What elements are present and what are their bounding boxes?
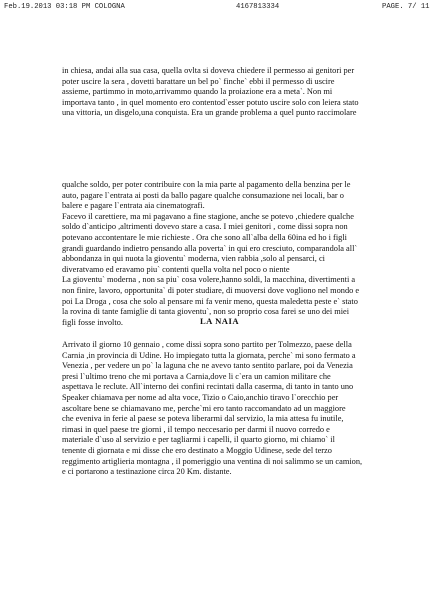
fax-page-number: PAGE. 7/ 11 [382, 3, 430, 11]
fax-number: 4167813334 [236, 3, 280, 11]
section-title: LA NAIA [199, 316, 240, 326]
paragraph-3: Arrivato il giorno 10 gennaio , come dissi sopra sono partito per Tolmezzo, paese della Carnia ,in provincia di Udine. Ho impiegato tutta la giornata, perche` mi sono fermato a Venezia , per vedere un po` la laguna che ne avevo tanto sentito parlare, poi da Venezia presi l`ultimo treno che mi portava a Carnia,dove li c`era un camion militare che aspettava le reclute. All`interno dei confini recintati dalla caserma, di tanto in tanto uno Speaker chiamava per nome ad alta voce, Tizio o Caio,anchio tiravo l`orecchio per ascoltare bene se chiamavano me, perche`mi ero tanto raccomandato ad un maggiore che eveniva in ferie al paese se poteva liberarmi dal servizio, la mia attesa fu inutile, rimasi in quel paese tre giorni , il tempo neccesario per darmi il nuovo corredo e materiale d`uso al servizio e per tagliarmi i capelli, il quarto giorno, mi chiamo` il tenente di giornata e mi disse che ero destinato a Moggio Udinese, sede del terzo reggimento artiglieria montagna , il pomeriggio una ventina di noi salimmo se un camion, e ci portarono a testinazione circa 20 Km. distante. [62, 340, 363, 477]
fax-header [0, 3, 439, 13]
paragraph-2: qualche soldo, per poter contribuire con la mia parte al pagamento della benzina per le auto, pagare l`entrata ai posti da ballo pagare qualche consumazione nei locali, bar o balere e pagare l`entrata aia cinematografi. Facevo il carettiere, ma mi pagavano a fine stagione, anche se potevo ,chiedere qualche soldo d`anticipo ,altrimenti dovevo stare a casa. I miei genitori , come dissi sopra non potevano accontentare le mie richieste . Ora che sono all`alba della 60ina ed ho i figli grandi guardando indietro pensando alla poverta` in qui ero cresciuto, comparandola all` abbondanza in qui nuota la gioventu` moderna, vien rabbia ,solo al pensarci, ci diveratvamo ed eravamo piu` contenti quella volta nel poco o niente La gioventu` moderna , non sa piu` cosa volere,hanno soldi, la macchina, divertimenti a non finire, lavoro, opportunita` di poter studiare, di muoversi dove vogliono nel mondo e poi La Droga , cosa che solo al pensare mi fa venir meno, questa maledetta peste e` stato la rovina di tante famiglie di tanta gioventu`, non so proprio cosa farei se uno dei miei figli fosse involto. [62, 180, 360, 327]
paragraph-1: in chiesa, andai alla sua casa, quella ovlta si doveva chiedere il permesso ai genitori per poter uscire la sera , dovetti barattare un bel po` finche` ebbi il permesso di uscire assieme, partimmo in moto,arrivammo quando la proiazione era a meta`. Non mi importava tanto , in quel momento ero contentod`esser potuto uscire solo con leiera stato una vittoria, un disgelo,una conquista. Era un grande problema a quel punto raccimolare [62, 66, 359, 118]
fax-date-time: Feb.19.2013 03:18 PM COLOGNA [4, 3, 125, 11]
